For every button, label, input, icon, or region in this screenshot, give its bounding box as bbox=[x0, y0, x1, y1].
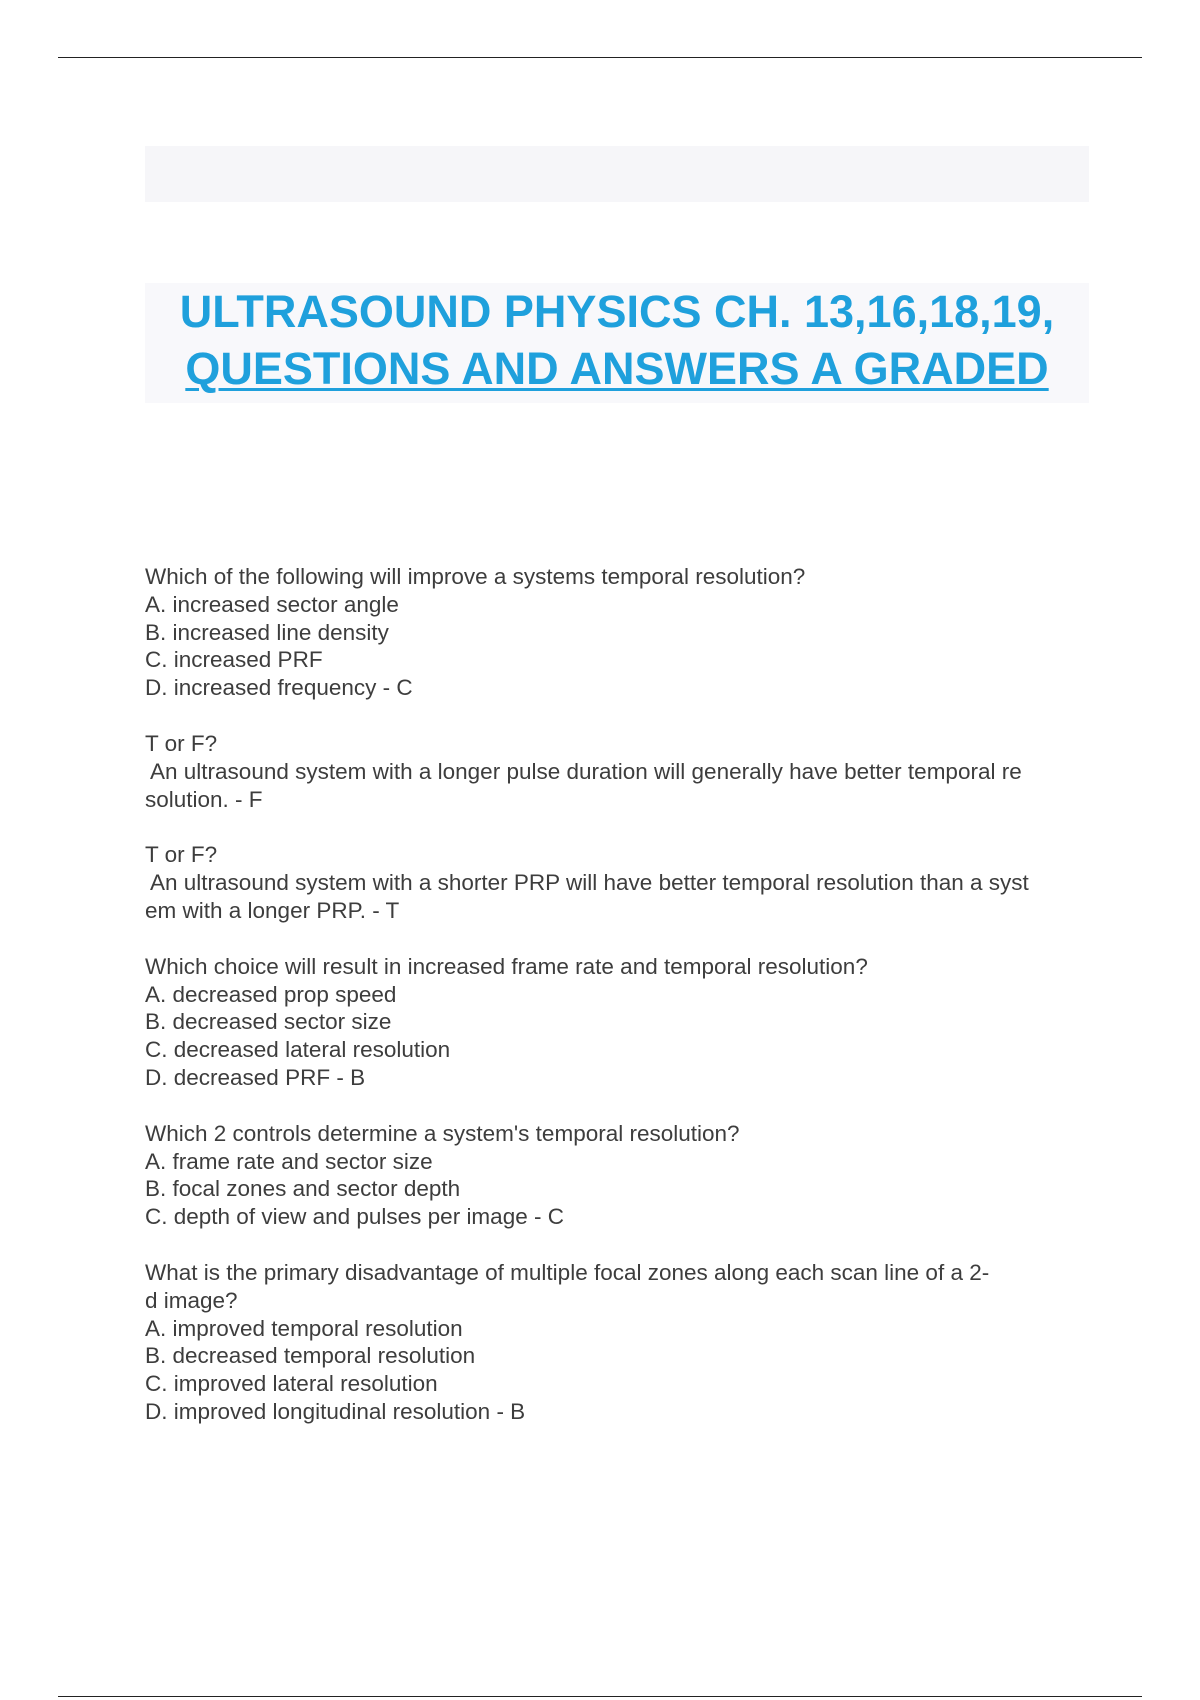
question-5-option-b: B. focal zones and sector depth bbox=[145, 1176, 461, 1202]
question-6-option-c: C. improved lateral resolution bbox=[145, 1371, 438, 1397]
question-1-option-c: C. increased PRF bbox=[145, 647, 323, 673]
question-3-text: T or F? bbox=[145, 842, 218, 868]
qa-content bbox=[145, 563, 1089, 1454]
title-line-1: ULTRASOUND PHYSICS CH. 13,16,18,19, bbox=[179, 286, 1055, 337]
bottom-rule bbox=[58, 1696, 1142, 1697]
question-1-option-a: A. increased sector angle bbox=[145, 591, 399, 617]
question-2-statement: An ultrasound system with a longer pulse duration will generally have better temporal re bbox=[145, 758, 1022, 784]
question-3-statement-cont: em with a longer PRP. - T bbox=[145, 897, 400, 923]
top-rule bbox=[58, 57, 1142, 58]
question-6-option-d: D. improved longitudinal resolution - B bbox=[145, 1398, 526, 1424]
question-5-option-c: C. depth of view and pulses per image - C bbox=[145, 1204, 564, 1230]
question-4-option-d: D. decreased PRF - B bbox=[145, 1064, 366, 1090]
question-4-option-b: B. decreased sector size bbox=[145, 1009, 392, 1035]
question-6-option-b: B. decreased temporal resolution bbox=[145, 1343, 476, 1369]
question-3-statement: An ultrasound system with a shorter PRP will have better temporal resolution than a syst bbox=[145, 870, 1029, 896]
question-5-text: Which 2 controls determine a system's temporal resolution? bbox=[145, 1120, 740, 1146]
title-line-2: QUESTIONS AND ANSWERS A GRADED bbox=[185, 343, 1049, 394]
question-6-text-cont: d image? bbox=[145, 1287, 238, 1313]
question-block-2 bbox=[145, 730, 1089, 813]
question-4-text: Which choice will result in increased frame rate and temporal resolution? bbox=[145, 953, 868, 979]
question-6-option-a: A. improved temporal resolution bbox=[145, 1315, 463, 1341]
question-2-statement-cont: solution. - F bbox=[145, 786, 263, 812]
question-1-option-b: B. increased line density bbox=[145, 619, 389, 645]
document-title bbox=[145, 283, 1089, 403]
question-4-option-c: C. decreased lateral resolution bbox=[145, 1037, 451, 1063]
question-block-5 bbox=[145, 1120, 1089, 1231]
question-2-text: T or F? bbox=[145, 730, 218, 756]
question-block-4 bbox=[145, 953, 1089, 1092]
header-band bbox=[145, 146, 1089, 202]
question-block-1 bbox=[145, 563, 1089, 702]
question-1-option-d: D. increased frequency - C bbox=[145, 675, 413, 701]
question-4-option-a: A. decreased prop speed bbox=[145, 981, 397, 1007]
question-block-6 bbox=[145, 1259, 1089, 1426]
question-block-3 bbox=[145, 841, 1089, 924]
question-6-text: What is the primary disadvantage of multiple focal zones along each scan line of a 2- bbox=[145, 1259, 990, 1285]
question-5-option-a: A. frame rate and sector size bbox=[145, 1148, 433, 1174]
question-1-text: Which of the following will improve a systems temporal resolution? bbox=[145, 564, 806, 589]
